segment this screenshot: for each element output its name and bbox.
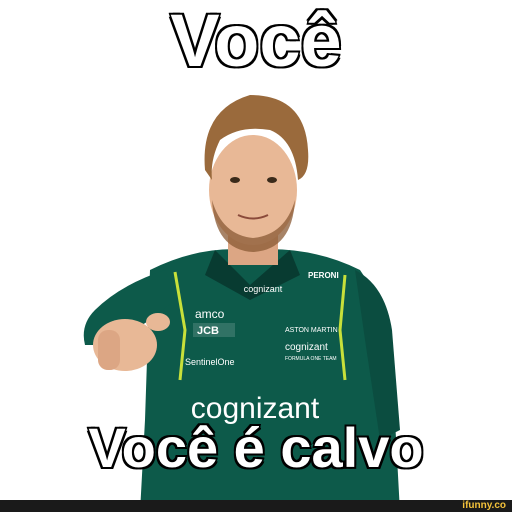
right-logo-1: PERONI	[308, 271, 339, 280]
right-logo-3: cognizant	[285, 342, 328, 353]
watermark-bar	[0, 500, 512, 512]
watermark-text: ifunny.co	[462, 500, 506, 511]
right-logo-4: FORMULA ONE TEAM	[285, 356, 337, 362]
left-logo-3: SentinelOne	[185, 357, 235, 367]
left-logo-1: amco	[195, 307, 225, 321]
left-logo-2: JCB	[197, 325, 220, 337]
top-caption: Você	[170, 0, 342, 82]
collar-logo: cognizant	[243, 284, 283, 294]
right-logo-2: ASTON MARTIN	[285, 327, 338, 334]
bottom-caption: Você é calvo	[88, 416, 424, 479]
chest-logo: cognizant	[190, 392, 320, 425]
